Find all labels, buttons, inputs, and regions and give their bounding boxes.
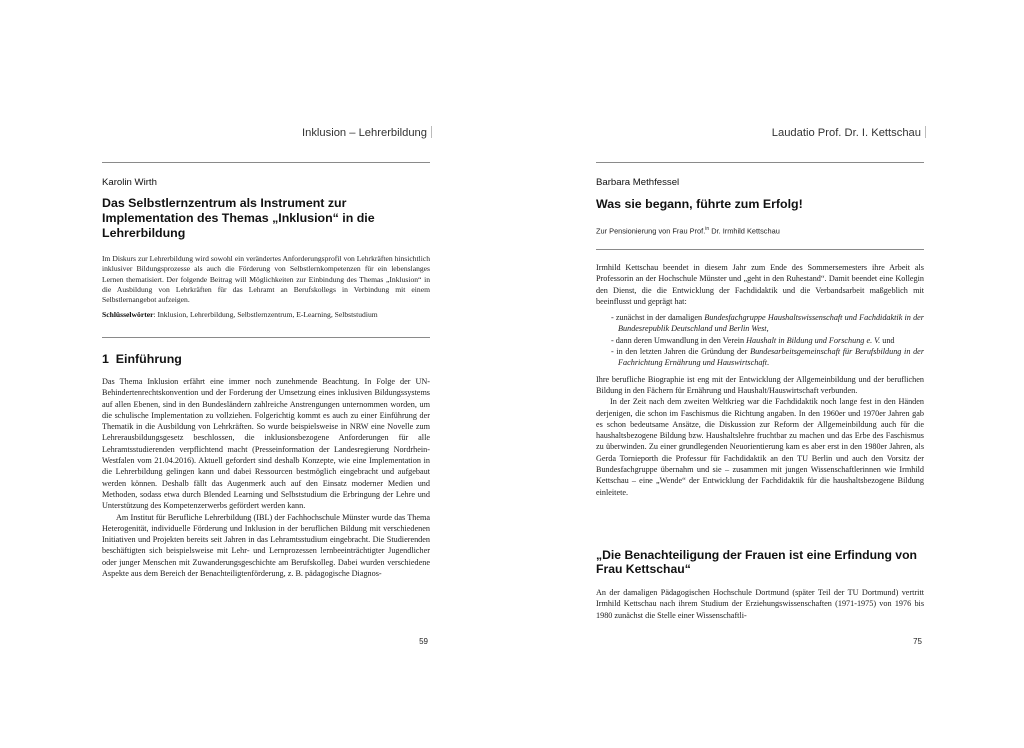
- contribution-list: [596, 312, 924, 368]
- list-item-emphasis: Bundesarbeitsgemeinschaft für Berufsbildung in der Fachrichtung Ernährung und Hauswirtschaft: [618, 347, 925, 368]
- running-head-text: Laudatio Prof. Dr. I. Kettschau: [771, 127, 921, 139]
- keywords-list: : Inklusion, Lehrerbildung, Selbstlernzentrum, E-Learning, Selbststudium: [153, 310, 378, 319]
- list-item-text: - dann deren Umwandlung in den Verein: [611, 335, 747, 345]
- paragraph: Am Institut für Berufliche Lehrerbildung (IBL) der Fachhochschule Münster wurde das Thema Heterogenität, individuelle Förderung und Inklusion in der beruflichen Bildung mit verschiedenen Initiativen und Projekten bereits seit Jahren in das Lehramtsstudium eingebracht. Die Studierenden beschäftigten sich beispielsweise mit Lehr- und Lernprozessen lernbeeinträchtigter Jugendlicher oder junger Menschen mit Zuwanderungsgeschichte am Berufskolleg. Dabei wurden verschiedene Aspekte aus dem Bereich der Benachteiligtenförderung, z. B. pädagogische Diagnos-: [102, 512, 430, 579]
- section-heading: „Die Benachteiligung der Frauen ist eine Erfindung von Frau Kettschau“: [596, 548, 917, 576]
- page-number: 75: [913, 637, 922, 646]
- article-title: Was sie begann, führte zum Erfolg!: [596, 197, 803, 211]
- body-text: [596, 262, 924, 498]
- subtitle-name: Dr. Irmhild Kettschau: [709, 226, 780, 236]
- list-item-suffix: und: [880, 335, 895, 345]
- subtitle-text: Zur Pensionierung von Frau Prof.: [596, 226, 706, 236]
- list-item-text: - zunächst in der damaligen: [611, 313, 705, 323]
- author: Barbara Methfessel: [596, 177, 680, 188]
- section-paragraph: An der damaligen Pädagogischen Hochschule Dortmund (später Teil der TU Dortmund) vertritt Irmhild Kettschau nach ihrem Studium der Erziehungswissenschaften (1971-1975) von 1976 bis 1980 zunächst die Stelle einer Wissenschaftli-: [596, 588, 924, 620]
- header-rule: [596, 162, 924, 163]
- running-head: [772, 126, 926, 139]
- paragraph: Das Thema Inklusion erfährt eine immer noch zunehmende Beachtung. In Folge der UN-Behindertenrechtskonvention und der Forderung der Umsetzung eines inklusiven Bildungssystems auf allen Ebenen, sind in den Bundesländern zahlreiche Anstrengungen unternommen worden, um die schulische Implementation zu vollziehen. Folgerichtig kommt es auch zu einer Einführung der Thematik in die Ausbildung von Lehrkräften. So wurde beispielsweise in NRW eine Novelle zum Lehrerausbildungsgesetz beschlossen, die inklusionsbezogene Anforderungen für alle Lehramtsstudierenden verpflichtend macht (Presseinformation der Landesregierung Nordrhein-Westfalen vom 21.04.2016). Aktuell gefordert sind deshalb Konzepte, wie eine Implementation in die Lehrerbildung gelingen kann und dabei Ressourcen bestmöglich eingebracht und aufgebaut werden können. Deshalb fällt das Augenmerk auch auf den Einsatz moderner Medien und Methoden, sodass etwa durch Blended Learning und Selbststudium die Erbringung der Lehre und Unterstützung des Kompetenzerwerbs gefördert werden kann.: [102, 377, 430, 511]
- header-bar-divider: [925, 126, 926, 138]
- list-item: [596, 312, 924, 335]
- abstract: Im Diskurs zur Lehrerbildung wird sowohl ein verändertes Anforderungsprofil von Lehrkräften hinsichtlich inklusiver Bildungsprozesse als auch die Förderung von Selbstlernkompetenzen für ein lebenslanges Lernen thematisiert. Der folgende Beitrag will Möglichkeiten zur Einbindung des Themas „Inklusion“ in die Ausbildung von Lehrkräften für das Lehramt an Berufskollegs in Verbindung mit einem Selbstlernangebot aufzeigen.: [102, 254, 430, 305]
- article-title: Das Selbstlernzentrum als Instrument zur Implementation des Themas „Inklusion“ in die Lehrerbildung: [102, 196, 375, 240]
- intro-paragraph: Irmhild Kettschau beendet in diesem Jahr zum Ende des Sommersemesters ihre Arbeit als Professorin an der Hochschule Münster und „geht in den Ruhestand“. Damit beendet eine Kollegin den Dienst, die die Entwicklung der Fachdidaktik und die Verbandsarbeit maßgeblich mit beeinflusst und geprägt hat:: [596, 263, 924, 306]
- subtitle-rule: [596, 249, 924, 250]
- paragraph: In der Zeit nach dem zweiten Weltkrieg war die Fachdidaktik noch lange fest in den Händen derjenigen, die schon im Faschismus die Richtung angaben. In den 1960er und 1970er Jahren gab es schon bedeutsame Ansätze, die Diskussion zur Reform der Allgemeinbildung auch für die haushaltsbezogene Bildung bzw. Haushaltslehre fruchtbar zu machen und das Erbe des Faschismus zu überwinden. Zu einer grundlegenden Neuorientierung kam es aber erst in den 1980er Jahren, als Gerda Tornieporth die Professur für Fachdidaktik an den TU Berlin und auch den Vorsitz der Bundesfachgruppe übernahm und sie – zusammen mit jungen Wissenschaftlerinnen wie Irmhild Kettschau – eine „Wende“ der Entwicklung der Fachdidaktik für die haushaltsbezogene Bildung einleitete.: [596, 397, 924, 497]
- running-head-text: Inklusion – Lehrerbildung: [301, 127, 427, 139]
- running-head: [302, 126, 432, 139]
- list-item-suffix: .: [766, 358, 770, 368]
- list-item-emphasis: Haushalt in Bildung und Forschung e. V.: [746, 335, 881, 345]
- body-text: [102, 376, 430, 579]
- page-number: 59: [419, 637, 428, 646]
- keywords-label: Schlüsselwörter: [102, 310, 154, 319]
- keywords: [102, 310, 432, 319]
- list-item-text: - in den letzten Jahren die Gründung der: [611, 347, 751, 357]
- subtitle: [596, 226, 780, 235]
- list-item-emphasis: Bundesfachgruppe Haushaltswissenschaft und Fachdidaktik in der Bundesrepublik Deutschland und Berlin West: [618, 313, 924, 334]
- section-heading: 1 Einführung: [102, 352, 182, 366]
- header-rule: [102, 162, 430, 163]
- subtitle-superscript: in: [705, 226, 710, 232]
- list-item-suffix: ,: [766, 324, 769, 334]
- list-item: [596, 335, 924, 346]
- abstract-rule: [102, 337, 430, 338]
- paragraph: Ihre berufliche Biographie ist eng mit der Entwicklung der Allgemeinbildung und der beruflichen Bildung in den Fächern für Ernährung und Haushalt/Hauswirtschaft verbunden.: [596, 374, 924, 395]
- author: Karolin Wirth: [102, 177, 157, 188]
- header-bar-divider: [431, 126, 432, 138]
- list-item: [596, 346, 924, 369]
